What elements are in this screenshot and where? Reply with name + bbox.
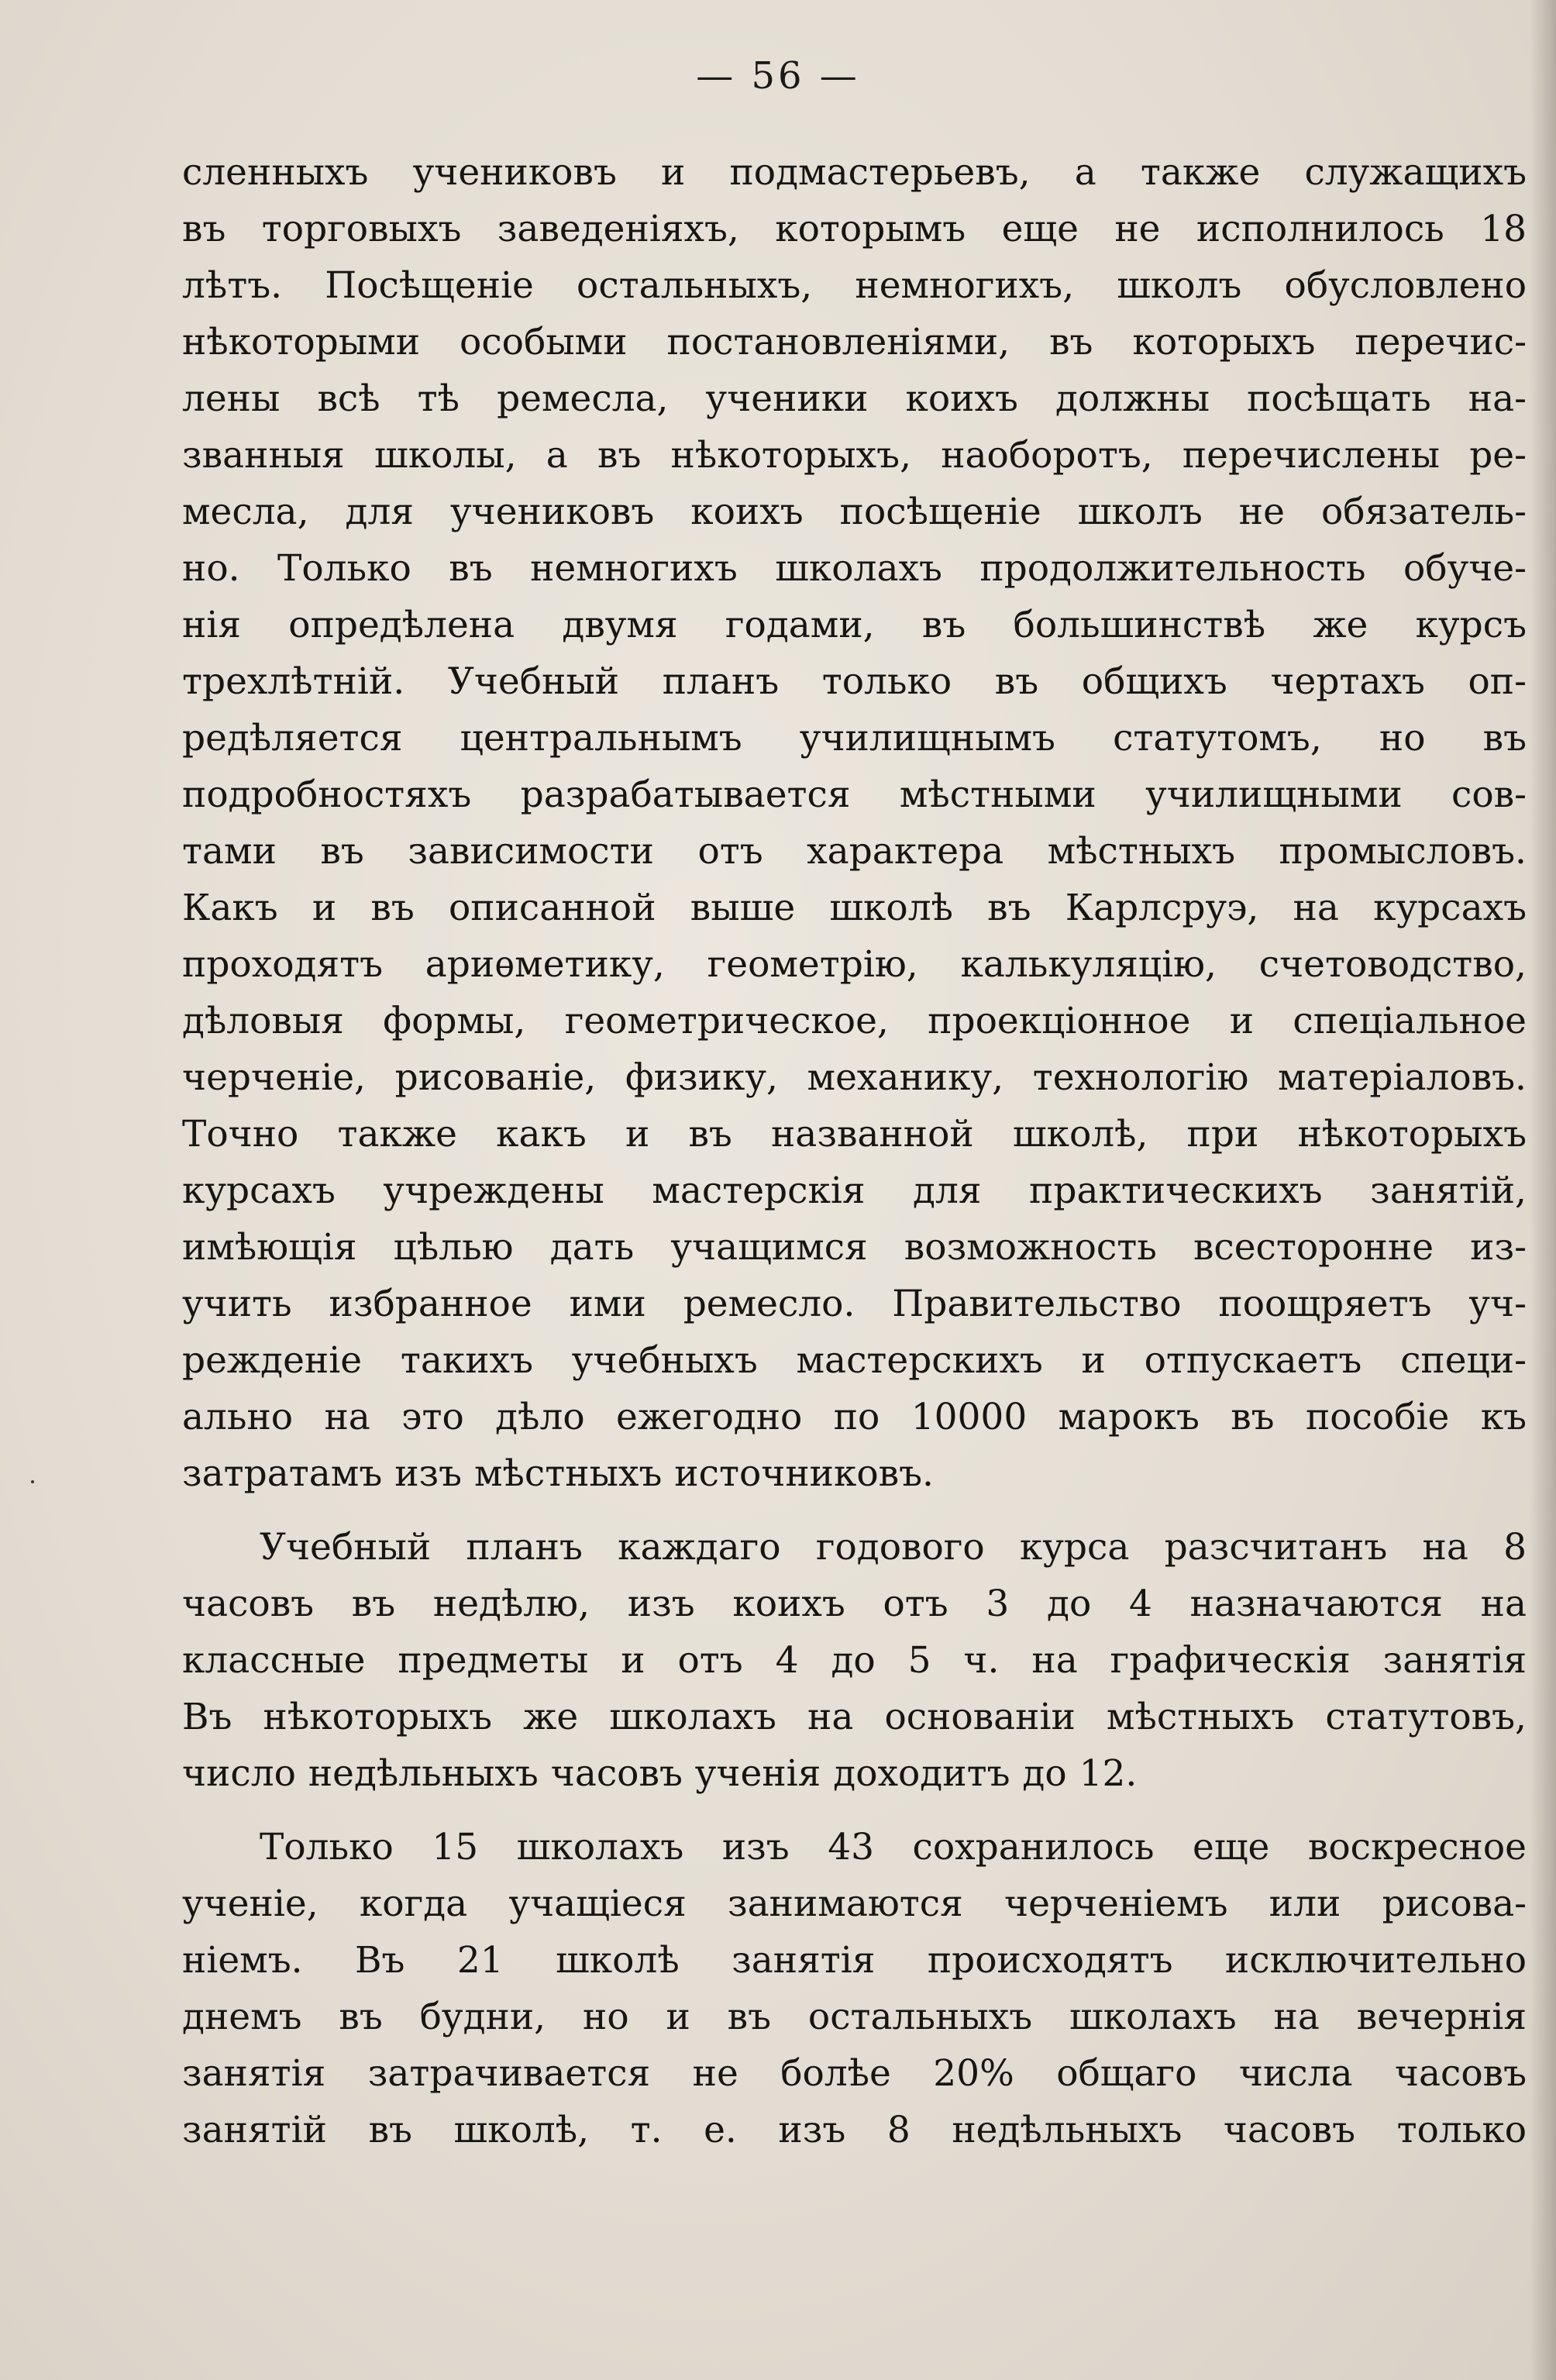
- text-line: Какъ и въ описанной выше школѣ въ Карлсруэ, на курсахъ: [182, 887, 1527, 929]
- text-line: но. Только въ немногихъ школахъ продолжительность обуче-: [182, 547, 1527, 590]
- paragraph-1: [182, 144, 1527, 1502]
- text-line: занятій въ школѣ, т. е. изъ 8 недѣльныхъ часовъ только: [182, 2109, 1527, 2151]
- text-line: учить избранное ими ремесло. Правительство поощряетъ уч-: [182, 1283, 1527, 1325]
- page-number: — 56 —: [696, 54, 860, 98]
- text-line: ніемъ. Въ 21 школѣ занятія происходятъ исключительно: [182, 1939, 1527, 1982]
- text-line: месла, для учениковъ коихъ посѣщеніе школъ не обязатель-: [182, 491, 1527, 533]
- text-line: имѣющія цѣлью дать учащимся возможность всесторонне из-: [182, 1226, 1527, 1269]
- text-line: лѣтъ. Посѣщеніе остальныхъ, немногихъ, школъ обусловлено: [182, 264, 1527, 307]
- text-line: Точно также какъ и въ названной школѣ, при нѣкоторыхъ: [182, 1113, 1527, 1156]
- text-line: число недѣльныхъ часовъ ученія доходитъ до 12.: [182, 1752, 1138, 1795]
- text-line: дѣловыя формы, геометрическое, проекціонное и спеціальное: [182, 1000, 1527, 1042]
- margin-speck: [31, 1480, 34, 1483]
- text-line: сленныхъ учениковъ и подмастерьевъ, а также служащихъ: [182, 151, 1527, 194]
- text-line: ально на это дѣло ежегодно по 10000 марокъ въ пособіе къ: [182, 1396, 1527, 1438]
- text-line: черченіе, рисованіе, физику, механику, технологію матеріаловъ.: [182, 1056, 1527, 1099]
- text-line: званныя школы, а въ нѣкоторыхъ, наоборотъ, перечислены ре-: [182, 434, 1527, 477]
- text-line: ученіе, когда учащіеся занимаются черченіемъ или рисова-: [182, 1882, 1527, 1925]
- paragraph-3: [182, 1819, 1527, 2158]
- text-line: трехлѣтній. Учебный планъ только въ общихъ чертахъ оп-: [182, 660, 1527, 703]
- body-text: [182, 144, 1527, 2158]
- text-line: курсахъ учреждены мастерскія для практическихъ занятій,: [182, 1169, 1527, 1212]
- paragraph-gap: [182, 1802, 1527, 1819]
- paragraph-gap: [182, 1502, 1527, 1519]
- text-line: часовъ въ недѣлю, изъ коихъ отъ 3 до 4 назначаются на: [182, 1583, 1527, 1625]
- text-line: лены всѣ тѣ ремесла, ученики коихъ должны посѣщать на-: [182, 377, 1527, 420]
- text-line: затратамъ изъ мѣстныхъ источниковъ.: [182, 1452, 934, 1495]
- text-line: Въ нѣкоторыхъ же школахъ на основаніи мѣстныхъ статутовъ,: [182, 1696, 1527, 1738]
- text-line: тами въ зависимости отъ характера мѣстныхъ промысловъ.: [182, 830, 1527, 873]
- text-line: Учебный планъ каждаго годового курса разсчитанъ на 8: [260, 1526, 1527, 1569]
- text-line: проходятъ ариѳметику, геометрію, калькуляцію, счетоводство,: [182, 943, 1527, 986]
- text-line: подробностяхъ разрабатывается мѣстными училищными сов-: [182, 773, 1527, 816]
- text-line: въ торговыхъ заведеніяхъ, которымъ еще не исполнилось 18: [182, 208, 1527, 250]
- text-line: классные предметы и отъ 4 до 5 ч. на графическія занятія: [182, 1639, 1527, 1682]
- text-line: нія опредѣлена двумя годами, въ большинствѣ же курсъ: [182, 604, 1527, 646]
- text-line: редѣляется центральнымъ училищнымъ статутомъ, но въ: [182, 717, 1527, 759]
- text-line: Только 15 школахъ изъ 43 сохранилось еще воскресное: [260, 1826, 1527, 1869]
- text-line: нѣкоторыми особыми постановленіями, въ которыхъ перечис-: [182, 321, 1527, 363]
- page-edge-shadow: [1530, 0, 1556, 2380]
- text-line: днемъ въ будни, но и въ остальныхъ школахъ на вечернія: [182, 1996, 1527, 2038]
- paragraph-2: [182, 1519, 1527, 1802]
- text-line: занятія затрачивается не болѣе 20% общаго числа часовъ: [182, 2052, 1527, 2095]
- text-line: режденіе такихъ учебныхъ мастерскихъ и отпускаетъ специ-: [182, 1339, 1527, 1382]
